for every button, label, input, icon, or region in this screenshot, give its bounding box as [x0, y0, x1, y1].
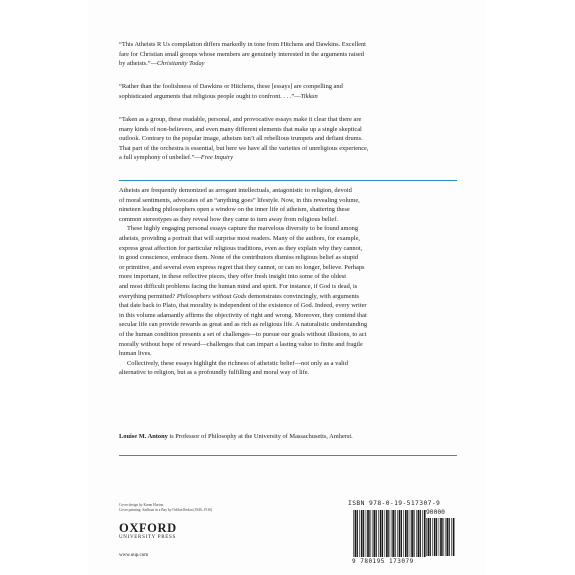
barcode-bar	[411, 510, 413, 557]
quote-2-line-2-text: sophisticated arguments that religious people ought to confront. . . .”—	[119, 92, 301, 100]
quote-3-source: Free Inquiry	[200, 154, 234, 162]
barcode-bar	[416, 510, 417, 557]
barcode-bar	[418, 510, 420, 557]
barcode-bar	[451, 518, 452, 556]
desc-p1-line-1: Atheists are frequently demonized as arrogant intellectuals, antagonistic to religion, devoid	[119, 187, 352, 194]
publisher-name: OXFORD	[119, 521, 177, 535]
publisher-logo	[119, 522, 177, 540]
barcode-bar	[382, 510, 383, 557]
book-description	[119, 186, 457, 378]
barcode-bar	[388, 510, 389, 557]
barcode-bar	[385, 510, 386, 557]
price-barcode	[426, 518, 456, 556]
barcode-bar	[403, 510, 404, 557]
barcode-bar	[357, 510, 358, 557]
desc-p2-line-4: in good conscience, embrace them. None of the contributors dismiss religious belief as stupid	[119, 254, 359, 262]
desc-p2-line-5: or primitive, and several even express regret that they cannot, or can no longer, believe. Perhaps	[119, 263, 365, 271]
barcode-bar	[428, 518, 430, 556]
barcode-bar	[440, 518, 442, 556]
barcode-bar	[420, 510, 421, 557]
barcode-bar	[432, 518, 433, 556]
barcode-bar	[422, 510, 423, 557]
credit-design: Cover design by Karen Horton	[119, 503, 164, 507]
barcode-bar	[442, 518, 443, 556]
quote-3-line-5	[119, 153, 457, 163]
barcode-bar	[395, 510, 396, 557]
barcode-bar	[386, 510, 388, 557]
quote-1-line-3	[119, 59, 457, 69]
quote-1-line-3-text: by atheists.”—	[119, 60, 157, 68]
desc-p2-line-12: of the human condition presents a set of challenges—to pursue our goals without illusions, to act	[119, 330, 367, 338]
barcode-bar	[359, 510, 360, 557]
cover-credits	[119, 503, 212, 513]
barcode-bar	[410, 510, 411, 557]
quote-3-line-1: “Taken as a group, these readable, personal, and provocative essays make it clear that there are	[119, 116, 362, 123]
quote-3-line-4: That part of the orchestra is essential, but here we have all the varieties of unreligious experience,	[119, 144, 369, 152]
desc-p2-line-8b: demonstrates convincingly, with arguments	[246, 292, 359, 300]
barcode-bar	[372, 510, 373, 557]
barcode-bar	[392, 510, 394, 557]
quote-3-line-3: outlook. Contrary to the popular image, atheism isn’t all rebellious trumpets and defiant drums.	[119, 135, 363, 143]
barcode-bar	[453, 518, 455, 556]
quote-1-line-1: “This Atheists R Us compilation differs markedly in tone from Hitchens and Dawkins. Excellent	[119, 41, 366, 48]
desc-p3-line-1: Collectively, these essays highlight the richness of atheistic belief—not only as a valid	[127, 359, 348, 367]
barcode-bar	[373, 510, 375, 557]
barcode-bar	[405, 510, 407, 557]
review-quote-2	[119, 82, 457, 101]
barcode-bar	[363, 510, 364, 557]
barcode-bar	[355, 510, 357, 557]
credit-painting: Cover painting: Sailboat in a Bay by Odilon Redon (1840–1916)	[119, 508, 213, 512]
description-paragraph-3	[119, 359, 457, 378]
isbn-barcode	[353, 510, 427, 557]
barcode-bar	[369, 510, 370, 557]
barcode-bar	[430, 518, 431, 556]
book-title-mention: Philosophers without Gods	[176, 292, 247, 300]
desc-p2-line-2: atheists, providing a portrait that will surprise most readers. Many of the authors, for example,	[119, 234, 361, 242]
barcode-bar	[449, 518, 450, 556]
barcode-bar	[376, 510, 377, 557]
desc-p3-line-2: alternative to religion, but as a profoundly fulfilling and moral way of life.	[119, 369, 310, 377]
quote-3-line-5-text: a full symphony of unbelief.”—	[119, 154, 201, 162]
barcode-bar	[378, 510, 379, 557]
review-quote-3	[119, 115, 457, 163]
barcode-bar	[434, 518, 436, 556]
quote-2-line-1: “Rather than the foolishness of Dawkins or Hitchens, these [essays] are compelling and	[119, 83, 343, 90]
author-bio-text: is Professor of Philosophy at the University of Massachusetts, Amherst.	[167, 433, 353, 440]
barcode-bar	[353, 510, 354, 557]
barcode-bar	[401, 510, 402, 557]
isbn-label: ISBN 978-0-19-517307-9	[348, 500, 441, 507]
description-paragraph-1	[119, 186, 457, 224]
barcode-bar	[367, 510, 369, 557]
publisher-subtitle: UNIVERSITY PRESS	[119, 535, 176, 540]
desc-p2-line-9: that date back to Plato, that morality is independent of the existence of God. Indeed, every writer	[119, 302, 367, 310]
quote-2-source: Tikkun	[300, 92, 318, 100]
desc-p2-line-1: These highly engaging personal essays capture the marvelous diversity to be found among	[127, 225, 359, 233]
desc-p2-line-10: in this volume adamantly affirms the objectivity of right and wrong. Moreover, they contend that	[119, 311, 367, 319]
desc-p2-line-6: more important, in these reflective pieces, they offer fresh insight into some of the oldest	[119, 273, 347, 281]
price-code: 90000	[426, 509, 445, 516]
description-paragraph-2	[119, 224, 457, 358]
barcode-bar	[446, 518, 448, 556]
desc-p2-line-3: express great affection for particular religious traditions, even as they explain why they cannot,	[119, 244, 363, 252]
desc-p1-line-2: of moral sentiments, advocates of an “anything goes” lifestyle. Now, in this revealing volume,	[119, 196, 360, 204]
barcode-bar	[407, 510, 408, 557]
desc-p2-line-7: and most difficult problems facing the human mind and spirit. For instance, if God is dead, is	[119, 282, 358, 290]
author-name: Louise M. Antony	[119, 433, 168, 440]
desc-p2-line-13: morally without hope of reward—challenges that can impart a lasting value to finite and fragile	[119, 340, 363, 348]
divider-rule-bottom	[119, 455, 457, 456]
desc-p2-line-11: secular life can provide rewards as great and as rich as religious life. A naturalistic understanding	[119, 321, 368, 329]
barcode-bar	[366, 510, 367, 557]
quote-3-line-2: many kinds of non-believers, and even many different elements that make up a single skeptical	[119, 125, 362, 133]
barcode-bar	[436, 518, 437, 556]
publisher-url: www.oup.com	[119, 553, 149, 558]
barcode-bar	[361, 510, 363, 557]
review-quote-1	[119, 40, 457, 69]
barcode-bar	[426, 518, 427, 556]
barcode-bar	[445, 518, 446, 556]
quote-2-line-2	[119, 92, 457, 102]
barcode-bar	[413, 510, 414, 557]
quote-1-source: Christianity Today	[156, 60, 205, 68]
barcode-bar	[439, 518, 440, 556]
quote-1-line-2: fare for Christian small groups whose members are genuinely interested in the arguments raised	[119, 50, 364, 58]
desc-p2-line-14: human lives.	[119, 350, 152, 358]
desc-p1-line-4: common stereotypes as they reveal how they came to turn away from religious belief.	[119, 215, 338, 223]
barcode-bar	[380, 510, 382, 557]
barcode-digits: 9 780195 173079	[352, 558, 414, 565]
barcode-bar	[391, 510, 392, 557]
barcode-bar	[399, 510, 401, 557]
barcode-bar	[397, 510, 398, 557]
author-bio	[119, 432, 457, 442]
desc-p2-line-8a: everything permitted?	[119, 292, 177, 300]
divider-rule-top	[119, 180, 457, 181]
desc-p1-line-3: nineteen leading philosophers open a window on the inner life of atheism, shattering these	[119, 206, 350, 214]
